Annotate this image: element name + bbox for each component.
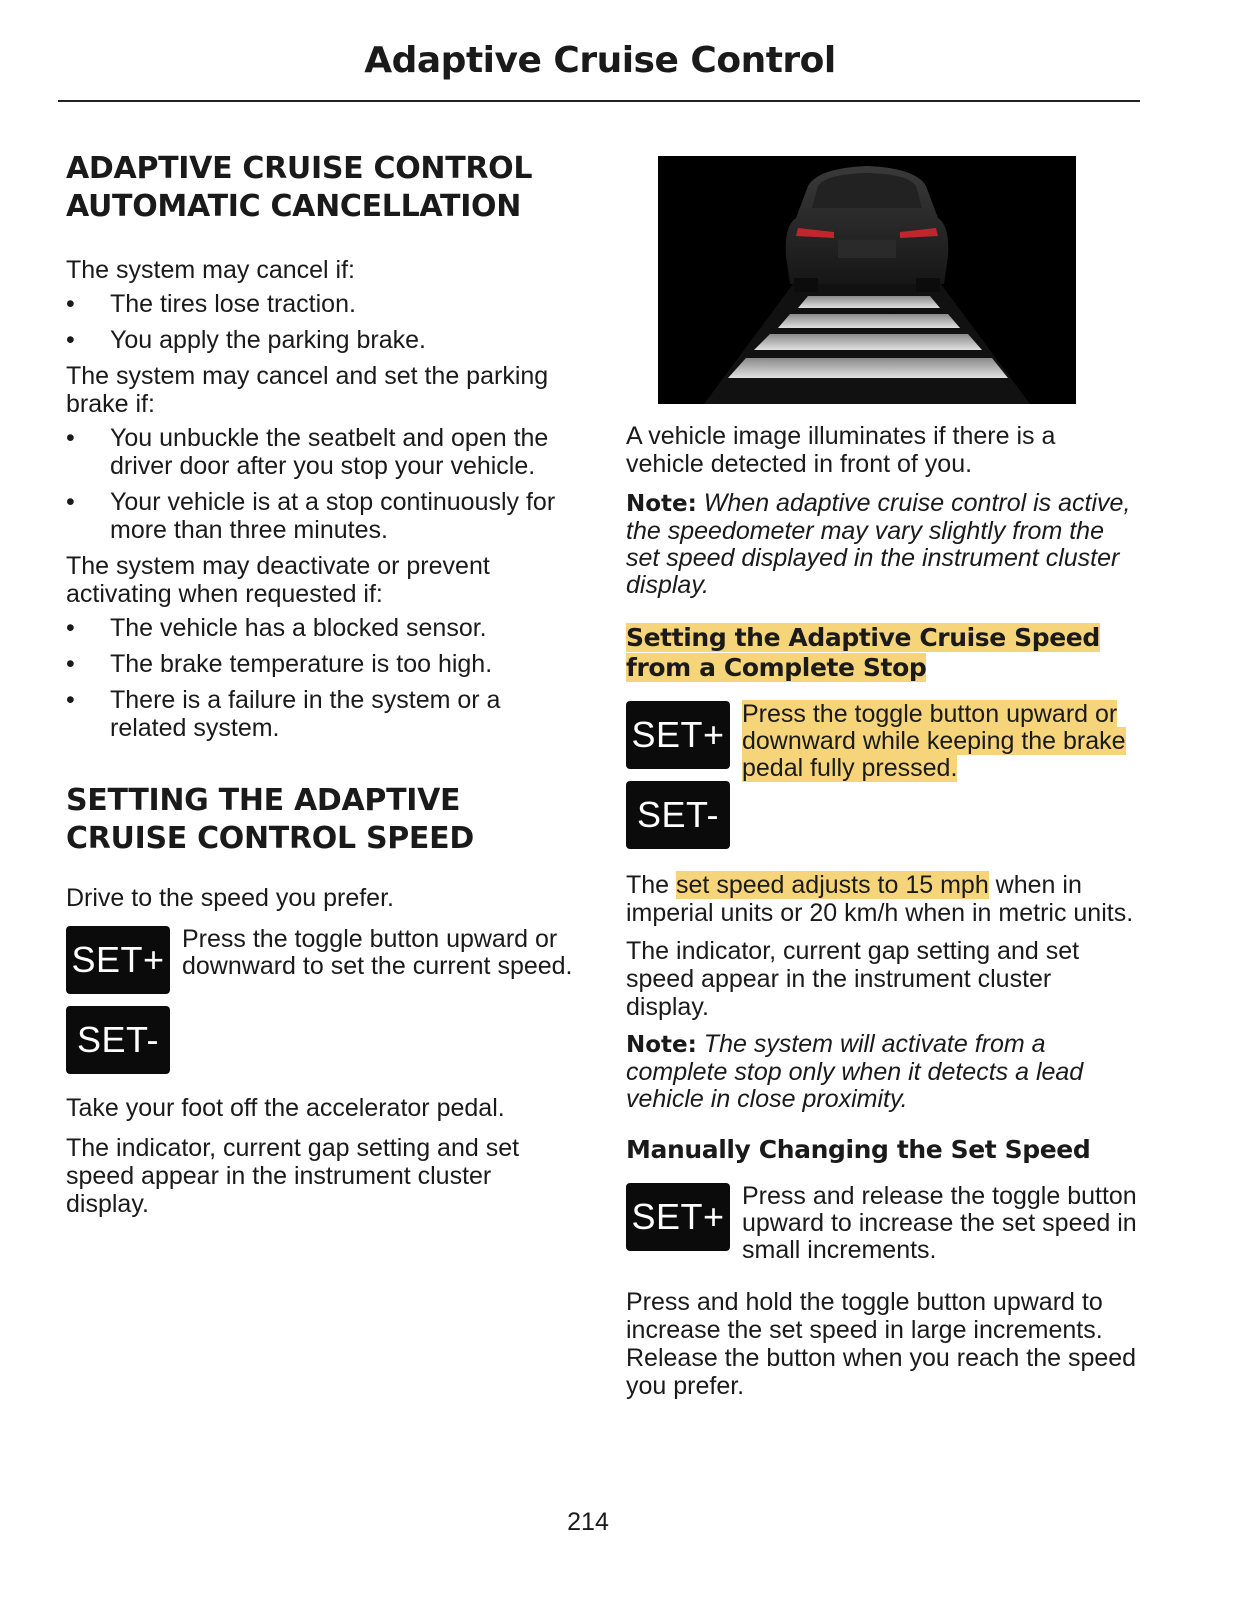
bullet-icon: • bbox=[66, 290, 75, 318]
speed-heading-line-1: SETTING THE ADAPTIVE bbox=[66, 783, 461, 818]
bullet-icon: • bbox=[66, 488, 75, 516]
complete-stop-heading bbox=[626, 623, 1138, 683]
indicator-text: The indicator, current gap setting and set speed appear in the instrument cluster display. bbox=[626, 937, 1080, 1021]
list-item: • There is a failure in the system or a related system. bbox=[66, 686, 501, 742]
bullet-icon: • bbox=[66, 424, 75, 452]
set-keys bbox=[626, 1183, 730, 1264]
set-minus-key-icon: SET- bbox=[66, 1006, 170, 1074]
bullet-icon: • bbox=[66, 650, 75, 678]
list-item: • Your vehicle is at a stop continuously for more than three minutes. bbox=[66, 488, 556, 544]
list-item: • The brake temperature is too high. bbox=[66, 650, 493, 678]
set-plus-key-icon: SET+ bbox=[626, 701, 730, 769]
hold-text: Press and hold the toggle button upward to increase the set speed in large increments. Release the button when you reach the speed you prefer. bbox=[626, 1288, 1137, 1400]
list-item: • You apply the parking brake. bbox=[66, 326, 426, 354]
set-speed-text: The set speed adjusts to 15 mph when in imperial units or 20 km/h when in metric units. bbox=[626, 871, 1134, 927]
deactivate-intro: The system may deactivate or prevent activating when requested if: bbox=[66, 552, 490, 608]
set-plus-key-icon: SET+ bbox=[66, 926, 170, 994]
stop-keys-block bbox=[626, 701, 1138, 849]
manual-keys-block bbox=[626, 1183, 1138, 1264]
bullet-icon: • bbox=[66, 614, 75, 642]
note-speedometer: Note: When adaptive cruise control is active, the speedometer may vary slightly from the set speed displayed in the instrument cluster display. bbox=[626, 489, 1131, 599]
right-column bbox=[626, 156, 1138, 1400]
complete-stop-heading-line-1: Setting the Adaptive Cruise Speed bbox=[626, 623, 1100, 652]
set-keys bbox=[626, 701, 730, 849]
set-keys-block bbox=[66, 926, 578, 1074]
list-item: • The vehicle has a blocked sensor. bbox=[66, 614, 487, 642]
title-divider bbox=[58, 100, 1140, 102]
deactivate-list bbox=[66, 614, 578, 742]
park-list bbox=[66, 424, 578, 544]
page-number: 214 bbox=[567, 1508, 609, 1536]
cancellation-heading bbox=[66, 150, 578, 226]
cancellation-heading-line-1: ADAPTIVE CRUISE CONTROL bbox=[66, 151, 533, 186]
set-speed-highlight: set speed adjusts to 15 mph bbox=[676, 871, 989, 899]
note-label: Note: bbox=[626, 491, 697, 517]
note-complete-stop: Note: The system will activate from a complete stop only when it detects a lead vehicle in close proximity. bbox=[626, 1030, 1084, 1113]
cancel-intro: The system may cancel if: bbox=[66, 256, 355, 284]
set-plus-key-icon: SET+ bbox=[626, 1183, 730, 1251]
stop-toggle-instruction: Press the toggle button upward or downward while keeping the brake pedal fully pressed. bbox=[742, 700, 1126, 782]
cancel-list bbox=[66, 290, 578, 354]
complete-stop-heading-line-2: from a Complete Stop bbox=[626, 653, 927, 682]
set-minus-key-icon: SET- bbox=[626, 781, 730, 849]
list-item: • The tires lose traction. bbox=[66, 290, 356, 318]
toggle-instruction: Press the toggle button upward or downward to set the current speed. bbox=[182, 925, 573, 980]
page-title: Adaptive Cruise Control bbox=[364, 40, 836, 81]
indicator-text: The indicator, current gap setting and set speed appear in the instrument cluster display. bbox=[66, 1134, 520, 1218]
bullet-icon: • bbox=[66, 326, 75, 354]
left-column bbox=[66, 150, 578, 1218]
foot-off-text: Take your foot off the accelerator pedal. bbox=[66, 1094, 505, 1122]
cancellation-heading-line-2: AUTOMATIC CANCELLATION bbox=[66, 189, 522, 224]
note-label: Note: bbox=[626, 1032, 697, 1058]
manual-change-heading: Manually Changing the Set Speed bbox=[626, 1135, 1091, 1164]
vehicle-detected-image bbox=[658, 156, 1076, 404]
set-keys bbox=[66, 926, 170, 1074]
drive-text: Drive to the speed you prefer. bbox=[66, 884, 394, 912]
manual-toggle-instruction: Press and release the toggle button upward to increase the set speed in small increments. bbox=[742, 1182, 1137, 1264]
bullet-icon: • bbox=[66, 686, 75, 714]
park-intro: The system may cancel and set the parking brake if: bbox=[66, 362, 549, 418]
vehicle-caption: A vehicle image illuminates if there is a vehicle detected in front of you. bbox=[626, 422, 1056, 478]
speed-heading bbox=[66, 782, 578, 858]
speed-heading-line-2: CRUISE CONTROL SPEED bbox=[66, 821, 474, 856]
list-item: • You unbuckle the seatbelt and open the driver door after you stop your vehicle. bbox=[66, 424, 549, 480]
